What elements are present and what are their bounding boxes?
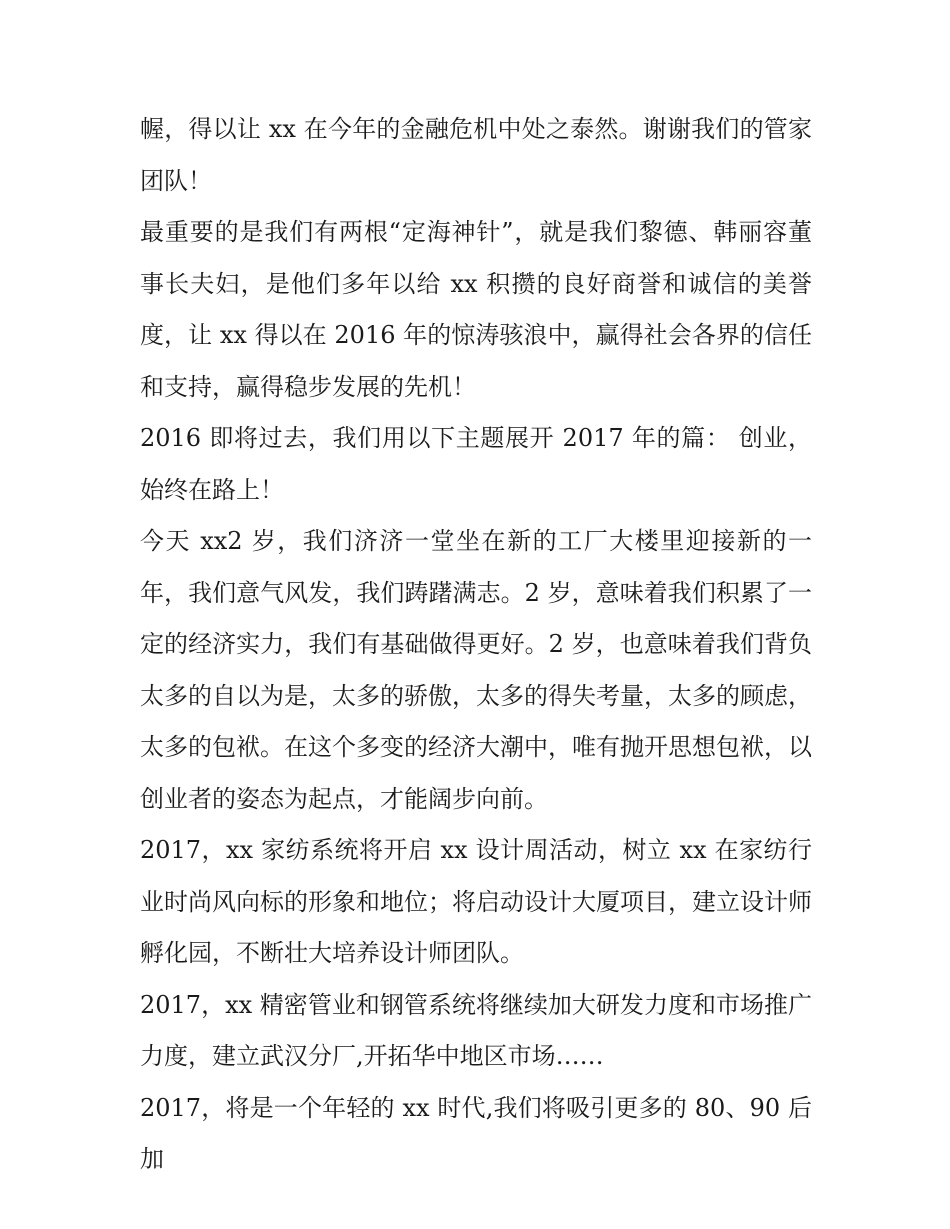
paragraph: 2017，xx 精密管业和钢管系统将继续加大研发力度和市场推广力度，建立武汉分厂,开拓华中地区市场……	[140, 990, 812, 1070]
paragraph: 2017，xx 家纺系统将开启 xx 设计周活动，树立 xx 在家纺行业时尚风向标的形象和地位；将启动设计大厦项目，建立设计师孵化园，不断壮大培养设计师团队。	[140, 836, 812, 967]
paragraph: 最重要的是我们有两根“定海神针”，就是我们黎德、韩丽容董事长夫妇，是他们多年以给 xx 积攒的良好商誉和诚信的美誉度，让 xx 得以在 2016 年的惊涛骇浪中，赢得社会各界的信任和支持，赢得稳步发展的先机！	[140, 218, 812, 401]
document-body	[140, 104, 812, 1186]
paragraph: 2017，将是一个年轻的 xx 时代,我们将吸引更多的 80、90 后加	[140, 1093, 812, 1173]
paragraph: 2016 即将过去，我们用以下主题展开 2017 年的篇： 创业，始终在路上！	[140, 424, 812, 504]
paragraph: 今天 xx2 岁，我们济济一堂坐在新的工厂大楼里迎接新的一年，我们意气风发，我们踌躇满志。2 岁，意味着我们积累了一定的经济实力，我们有基础做得更好。2 岁，也意味着我们背负太多的自以为是，太多的骄傲，太多的得失考量，太多的顾虑，太多的包袱。在这个多变的经济大潮中，唯有抛开思想包袱，以创业者的姿态为起点，才能阔步向前。	[140, 527, 812, 813]
paragraph: 幄，得以让 xx 在今年的金融危机中处之泰然。谢谢我们的管家团队！	[140, 115, 812, 195]
